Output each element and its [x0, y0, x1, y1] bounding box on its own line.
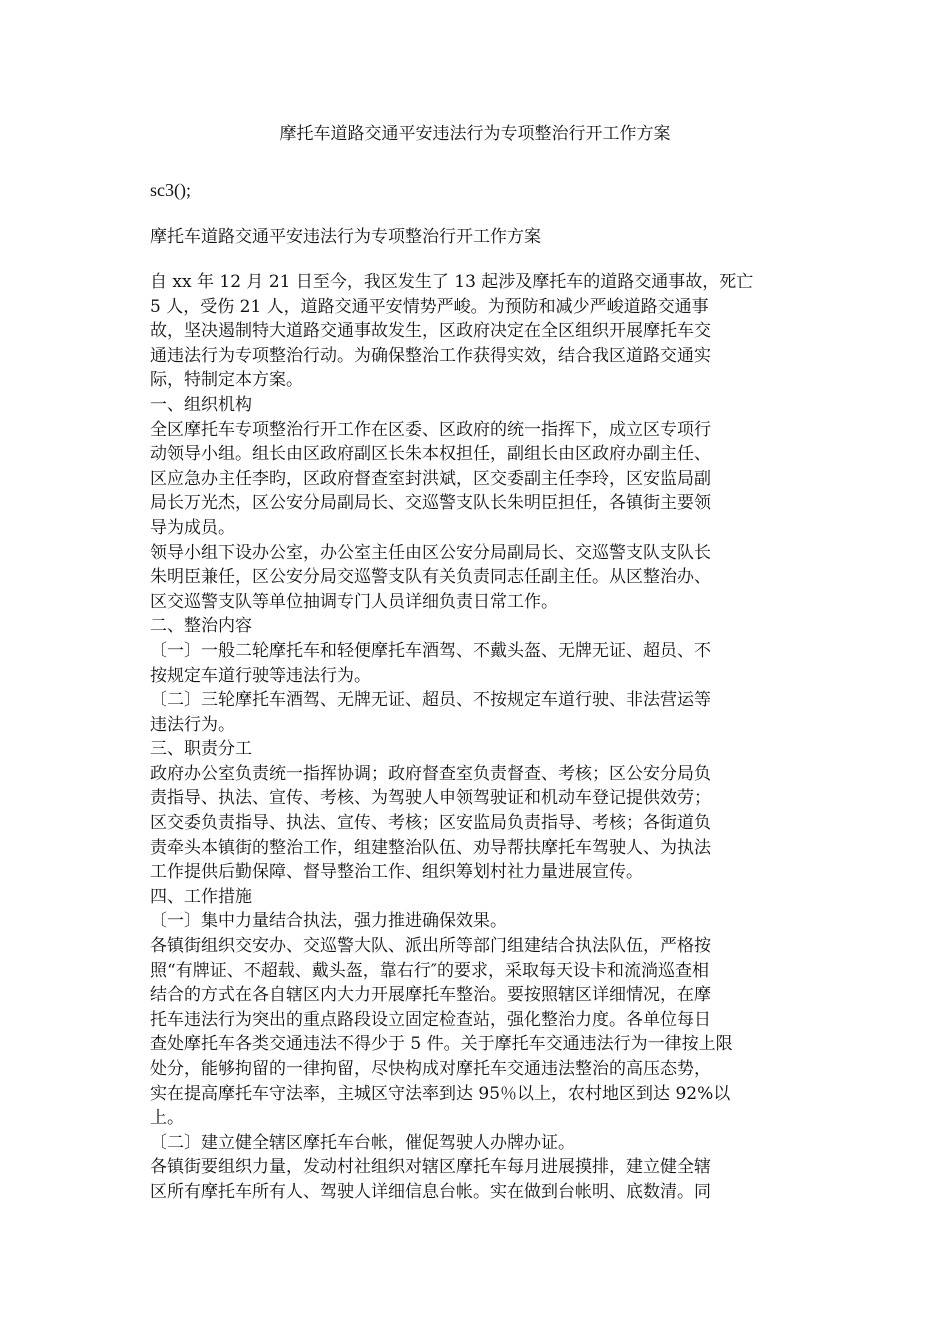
- body-line: 全区摩托车专项整治行开工作在区委、区政府的统一指挥下，成立区专项行: [150, 419, 711, 440]
- body-line: 自 xx 年 12 月 21 日至今，我区发生了 13 起涉及摩托车的道路交通事故，死亡: [150, 272, 754, 292]
- body-line: 各镇街组织交安办、交巡警大队、派出所等部门组建结合执法队伍，严格按: [150, 936, 711, 957]
- body-line: 导为成员。: [150, 517, 235, 538]
- body-line: 局长万光杰，区公安分局副局长、交巡警支队长朱明臣担任，各镇街主要领: [150, 493, 711, 514]
- document-body: [150, 270, 800, 1205]
- body-line: 5 人，受伤 21 人，道路交通平安情势严峻。为预防和减少严峻道路交通事: [150, 296, 709, 317]
- body-line: 〔一〕集中力量结合执法，强力推进确保效果。: [150, 911, 507, 932]
- body-line: 〔二〕三轮摩托车酒驾、无牌无证、超员、不按规定车道行驶、非法营运等: [150, 690, 711, 711]
- body-line: 一、组织机构: [150, 394, 252, 415]
- body-line: 查处摩托车各类交通违法不得少于 5 件。关于摩托车交通违法行为一律按上限: [150, 1034, 733, 1055]
- body-line: 区交巡警支队等单位抽调专门人员详细负责日常工作。: [150, 591, 558, 612]
- body-line: 际，特制定本方案。: [150, 370, 303, 391]
- body-line: 〔二〕建立健全辖区摩托车台帐，催促驾驶人办牌办证。: [150, 1132, 575, 1153]
- body-line: 责牵头本镇街的整治工作，组建整治队伍、劝导帮扶摩托车驾驶人、为执法: [150, 837, 711, 858]
- body-line: 领导小组下设办公室，办公室主任由区公安分局副局长、交巡警支队支队长: [150, 542, 711, 563]
- code-line: sc3();: [150, 180, 191, 200]
- body-line: 工作提供后勤保障、督导整治工作、组织筹划村社力量进展宣传。: [150, 862, 643, 883]
- body-line: 区交委负责指导、执法、宣传、考核；区安监局负责指导、考核；各街道负: [150, 813, 711, 834]
- body-line: 违法行为。: [150, 714, 235, 735]
- body-line: 上。: [150, 1108, 184, 1129]
- body-line: 实在提高摩托车守法率，主城区守法率到达 95％以上，农村地区到达 92%以: [150, 1083, 731, 1104]
- body-line: 〔一〕一般二轮摩托车和轻便摩托车酒驾、不戴头盔、无牌无证、超员、不: [150, 640, 711, 661]
- document-title: 摩托车道路交通平安违法行为专项整治行开工作方案: [279, 124, 671, 144]
- body-line: 区所有摩托车所有人、驾驶人详细信息台帐。实在做到台帐明、底数清。同: [150, 1181, 711, 1202]
- body-line: 按规定车道行驶等违法行为。: [150, 665, 371, 686]
- body-line: 通违法行为专项整治行动。为确保整治工作获得实效，结合我区道路交通实: [150, 345, 711, 366]
- body-line: 动领导小组。组长由区政府副区长朱本权担任，副组长由区政府办副主任、: [150, 444, 711, 465]
- body-line: 责指导、执法、宣传、考核、为驾驶人申领驾驶证和机动车登记提供效劳；: [150, 788, 711, 809]
- body-line: 政府办公室负责统一指挥协调；政府督查室负责督查、考核；区公安分局负: [150, 763, 711, 784]
- body-line: 托车违法行为突出的重点路段设立固定检查站，强化整治力度。各单位每日: [150, 1009, 711, 1030]
- body-line: 各镇街要组织力量，发动村社组织对辖区摩托车每月进展摸排，建立健全辖: [150, 1157, 711, 1178]
- body-line: 四、工作措施: [150, 886, 252, 907]
- body-line: 故，坚决遏制特大道路交通事故发生，区政府决定在全区组织开展摩托车交: [150, 321, 711, 342]
- body-line: 朱明臣兼任，区公安分局交巡警支队有关负责同志任副主任。从区整治办、: [150, 567, 711, 588]
- body-line: 三、职责分工: [150, 739, 252, 760]
- body-line: 二、整治内容: [150, 616, 252, 637]
- body-line: 照“有牌证、不超载、戴头盔，靠右行″的要求，采取每天设卡和流淌巡查相: [150, 960, 710, 981]
- body-line: 结合的方式在各自辖区内大力开展摩托车整治。要按照辖区详细情况，在摩: [150, 985, 711, 1006]
- body-line: 处分，能够拘留的一律拘留，尽快构成对摩托车交通违法整治的高压态势，: [150, 1059, 711, 1079]
- body-line: 区应急办主任李昀，区政府督查室封洪斌，区交委副主任李玲，区安监局副: [150, 468, 711, 489]
- document-subtitle: 摩托车道路交通平安违法行为专项整治行开工作方案: [150, 227, 541, 247]
